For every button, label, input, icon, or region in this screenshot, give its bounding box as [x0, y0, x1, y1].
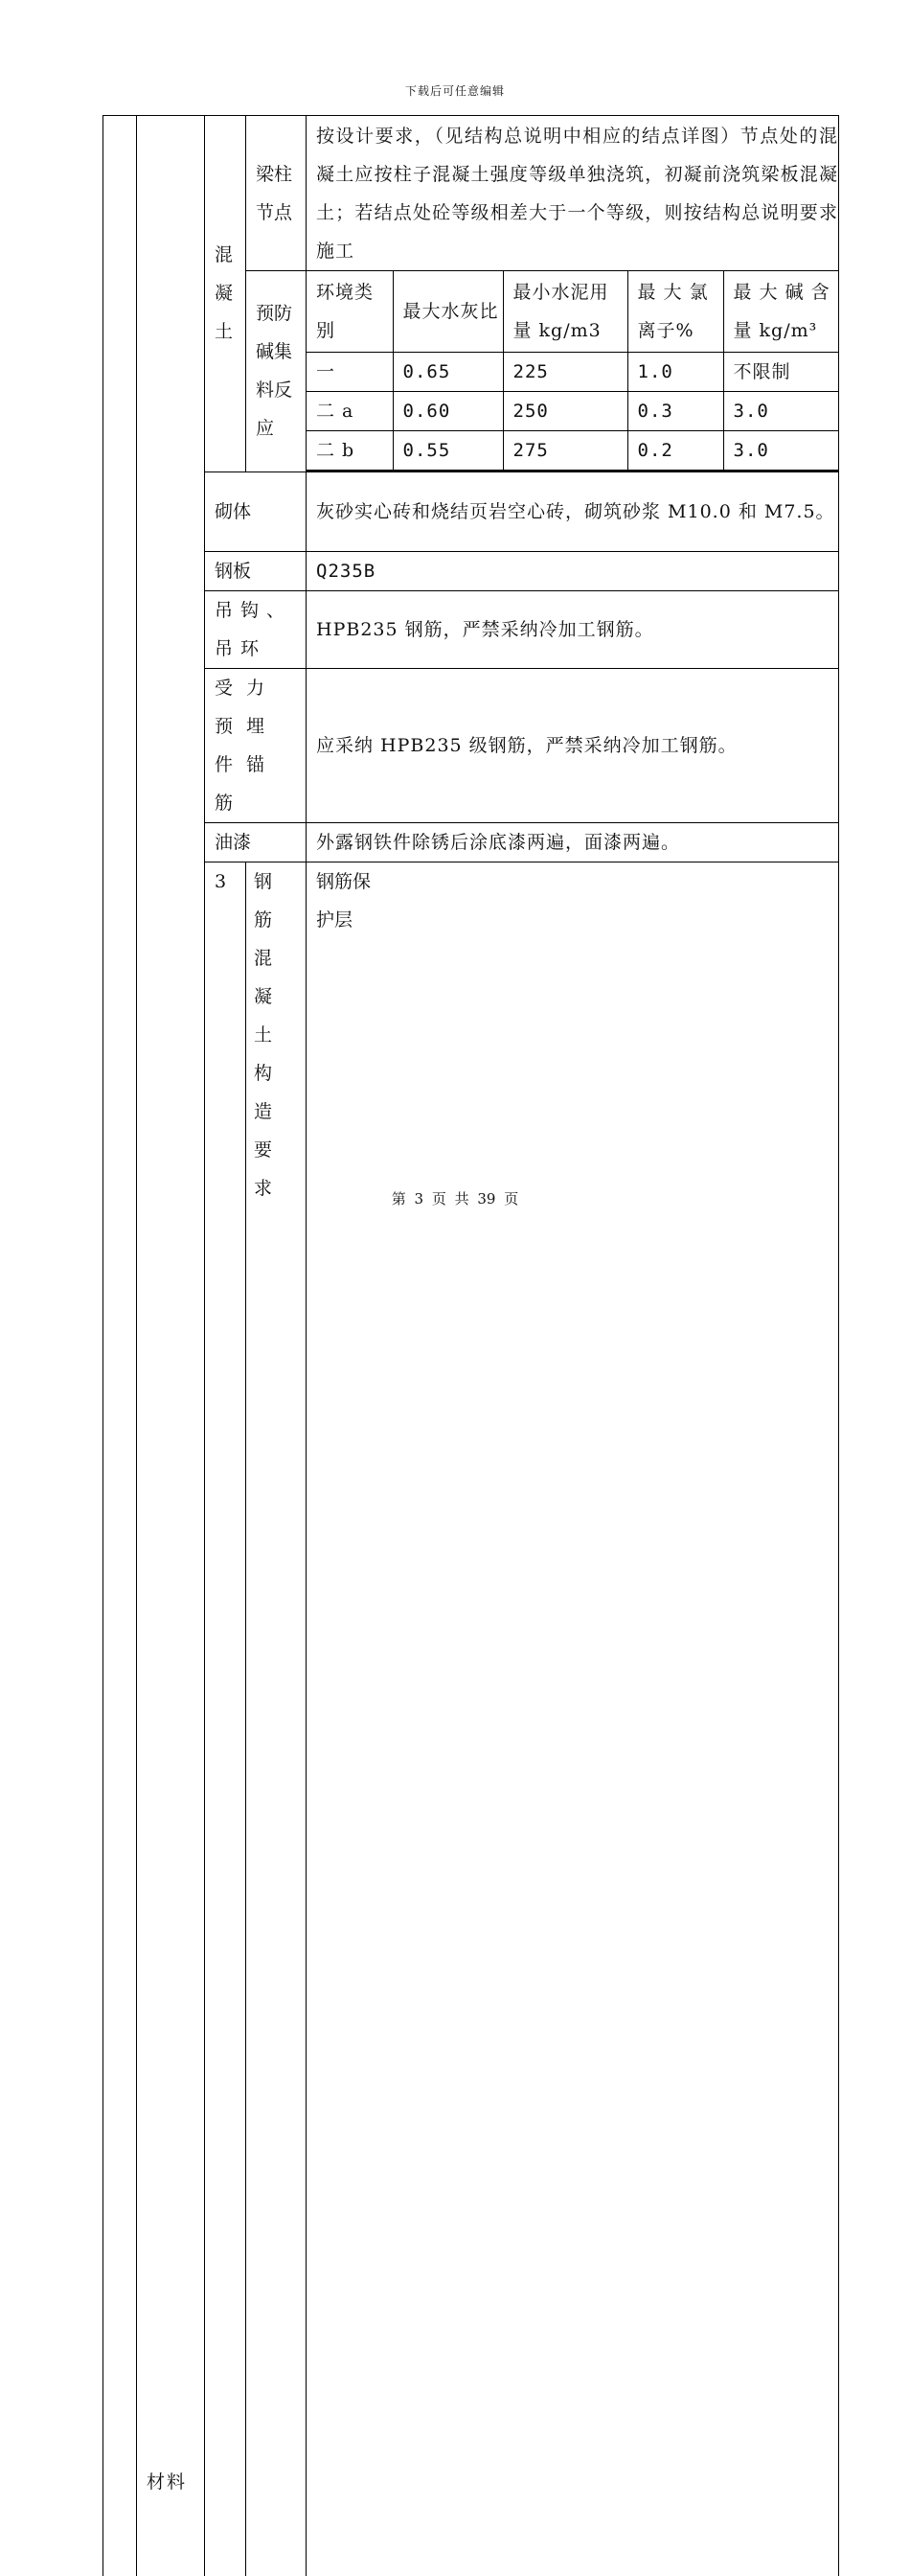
alkali-header-cell: 环境类别 [307, 271, 393, 352]
alkali-cell: 0.60 [393, 391, 503, 430]
table-row [103, 590, 839, 668]
joint-label-cell [246, 116, 307, 271]
paint-text: 外露钢铁件除锈后涂底漆两遍，面漆两遍。 [307, 822, 839, 862]
alkali-cell: 3.0 [723, 430, 839, 471]
alkali-cell: 275 [503, 430, 627, 471]
alkali-cell: 1.0 [627, 352, 723, 391]
alkali-cell: 不限制 [723, 352, 839, 391]
masonry-label: 砌体 [205, 472, 307, 551]
paint-label: 油漆 [205, 822, 307, 862]
alkali-table-cell [307, 271, 839, 472]
alkali-header-cell: 最大水灰比 [393, 271, 503, 352]
table-row [103, 668, 839, 822]
table-row [103, 862, 839, 2576]
index-cell-empty [103, 116, 137, 2576]
concrete-cell [205, 116, 246, 472]
alkali-label: 预防碱集料反应 [256, 294, 298, 448]
page-footer: 第 3 页 共 39 页 [0, 1188, 910, 1208]
joint-label: 梁柱节点 [256, 155, 298, 232]
concrete-label: 混凝土 [215, 236, 238, 351]
alkali-cell: 0.3 [627, 391, 723, 430]
section-label: 钢筋混凝土构造要求 [254, 862, 307, 1208]
anchor-text: 应采纳 HPB235 级钢筋，严禁采纳冷加工钢筋。 [307, 668, 839, 822]
alkali-label-cell [246, 271, 307, 472]
alkali-header-row [307, 271, 839, 352]
alkali-cell: 二 a [307, 391, 393, 430]
joint-text: 按设计要求，（见结构总说明中相应的结点详图）节点处的混凝土应按柱子混凝土强度等级单独浇筑，初凝前浇筑梁板混凝土；若结点处砼等级相差大于一个等级，则按结构总说明要求施工 [307, 116, 839, 271]
alkali-header-cell: 最 大 碱 含 量 kg/m³ [723, 271, 839, 352]
alkali-cell: 0.65 [393, 352, 503, 391]
section-number: 3 [205, 862, 246, 2576]
alkali-data-row [307, 352, 839, 391]
cover-label: 钢筋保护层 [316, 862, 385, 939]
alkali-cell: 3.0 [723, 391, 839, 430]
table-row [103, 116, 839, 271]
alkali-data-row [307, 391, 839, 430]
steel-plate-text: Q235B [307, 551, 839, 590]
alkali-cell: 二 b [307, 430, 393, 471]
alkali-cell: 225 [503, 352, 627, 391]
alkali-header-cell: 最小水泥用量 kg/m3 [503, 271, 627, 352]
alkali-cell: 0.2 [627, 430, 723, 471]
category-cell [137, 116, 205, 2576]
table-row [103, 822, 839, 862]
table-row [103, 551, 839, 590]
masonry-text: 灰砂实心砖和烧结页岩空心砖，砌筑砂浆 M10.0 和 M7.5。 [307, 472, 839, 551]
alkali-data-row [307, 430, 839, 471]
materials-label: 材料 [147, 2472, 187, 2493]
alkali-cell: 0.55 [393, 430, 503, 471]
alkali-cell: 一 [307, 352, 393, 391]
cover-label-cell [307, 862, 839, 2576]
alkali-cell: 250 [503, 391, 627, 430]
spec-table [102, 115, 839, 2576]
anchor-label: 受力预埋件锚筋 [205, 668, 307, 822]
section-label-cell [246, 862, 307, 2576]
steel-plate-label: 钢板 [205, 551, 307, 590]
table-row [103, 472, 839, 551]
page-header: 下载后可任意编辑 [0, 82, 910, 99]
alkali-header-cell: 最 大 氯 离子% [627, 271, 723, 352]
hook-label: 吊钩、吊环 [205, 590, 307, 668]
alkali-table [307, 271, 839, 472]
hook-text: HPB235 钢筋，严禁采纳冷加工钢筋。 [307, 590, 839, 668]
